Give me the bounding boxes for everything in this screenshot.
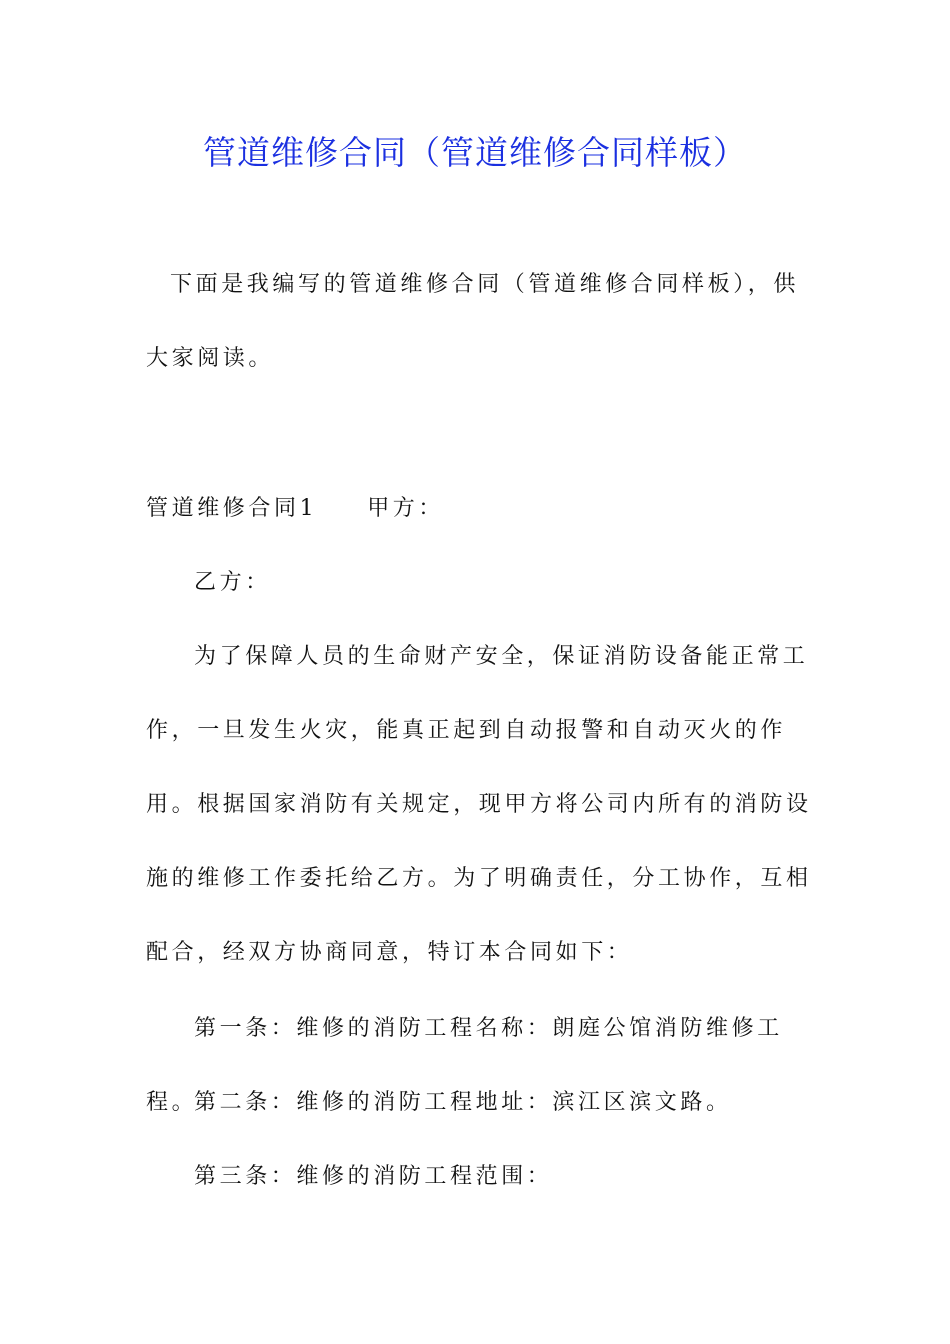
party-a-label: 甲方： bbox=[367, 496, 445, 521]
contract-heading: 管道维修合同1 bbox=[146, 496, 318, 521]
contract-heading-line bbox=[146, 472, 816, 546]
party-b-label: 乙方： bbox=[194, 570, 271, 595]
document-title: 管道维修合同（管道维修合同样板） bbox=[203, 133, 747, 172]
intro-paragraph: 下面是我编写的管道维修合同（管道维修合同样板），供大家阅读。 bbox=[146, 272, 800, 371]
article-2: 第二条：维修的消防工程地址：滨江区滨文路。 bbox=[194, 1090, 732, 1115]
article-1: 第一条：维修的消防工程名称：朗庭公馆消防维修工程。 bbox=[146, 1016, 783, 1115]
preamble-paragraph: 为了保障人员的生命财产安全，保证消防设备能正常工作，一旦发生火灾，能真正起到自动报警和自动灭火的作用。根据国家消防有关规定，现甲方将公司内所有的消防设施的维修工作委托给乙方。为了明确责任，分工协作，互相配合，经双方协商同意，特订本合同如下： bbox=[146, 644, 812, 965]
article-3: 第三条：维修的消防工程范围： bbox=[194, 1164, 553, 1189]
